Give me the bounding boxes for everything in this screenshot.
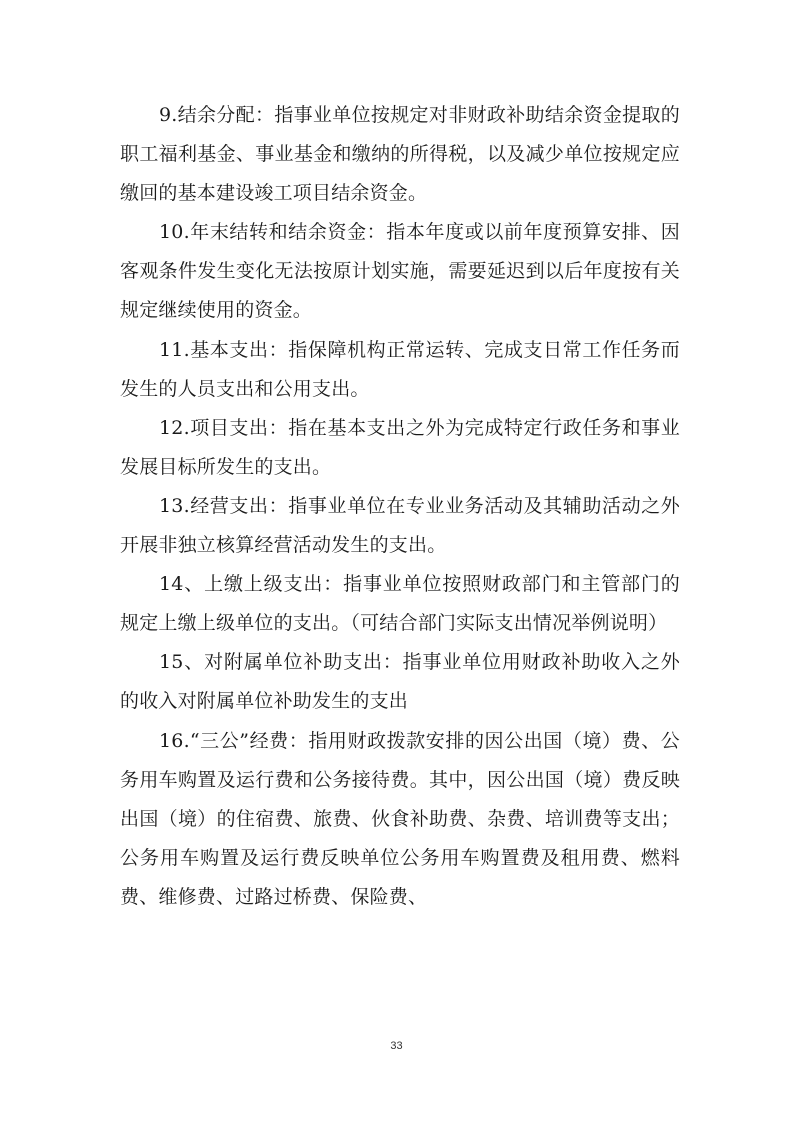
- paragraph-13-operating-expenditure: 13.经营支出：指事业单位在专业业务活动及其辅助活动之外开展非独立核算经营活动发生的支出。: [120, 494, 680, 557]
- paragraph-10-year-end-carryover: 10.年末结转和结余资金：指本年度或以前年度预算安排、因客观条件发生变化无法按原计划实施，需要延迟到以后年度按有关规定继续使用的资金。: [120, 221, 680, 322]
- paragraph-14-payment-to-superior: 14、上缴上级支出：指事业单位按照财政部门和主管部门的规定上缴上级单位的支出。（可结合部门实际支出情况举例说明）: [120, 573, 680, 635]
- paragraph-11-basic-expenditure: 11.基本支出：指保障机构正常运转、完成支日常工作任务而发生的人员支出和公用支出。: [120, 338, 680, 400]
- page-number: 33: [390, 1040, 403, 1052]
- document-body: [120, 96, 680, 917]
- paragraph-12-project-expenditure: 12.项目支出：指在基本支出之外为完成特定行政任务和事业发展目标所发生的支出。: [120, 416, 680, 478]
- paragraph-16-three-public-expenses: 16.“三公”经费：指用财政拨款安排的因公出国（境）费、公务用车购置及运行费和公务接待费。其中，因公出国（境）费反映出国（境）的住宿费、旅费、伙食补助费、杂费、培训费等支出；公务用车购置及运行费反映单位公务用车购置费及租用费、燃料费、维修费、过路过桥费、保险费、: [120, 729, 680, 908]
- paragraph-9-surplus-distribution: 9.结余分配：指事业单位按规定对非财政补助结余资金提取的职工福利基金、事业基金和缴纳的所得税，以及减少单位按规定应缴回的基本建设竣工项目结余资金。: [120, 104, 680, 205]
- paragraph-15-subsidy-to-affiliates: 15、对附属单位补助支出：指事业单位用财政补助收入之外的收入对附属单位补助发生的支出: [120, 651, 680, 713]
